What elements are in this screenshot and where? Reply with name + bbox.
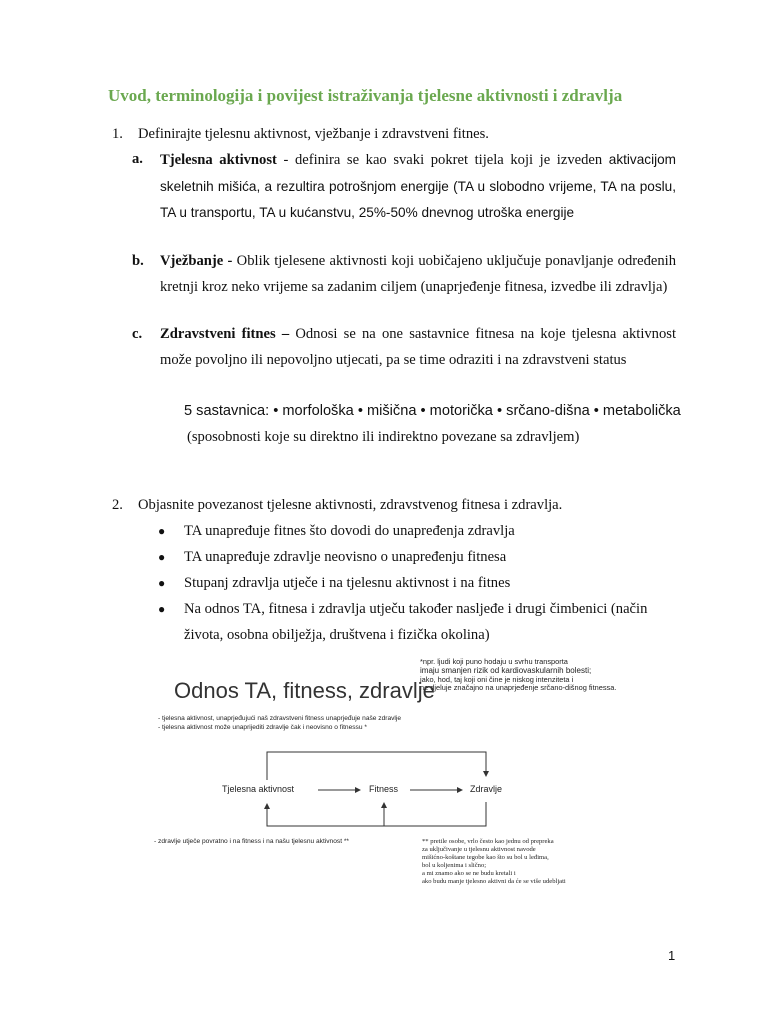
note-line: a mi znamo ako se ne budu kretali i — [422, 870, 516, 877]
node-zdravlje: Zdravlje — [470, 784, 503, 794]
node-tjelesna-aktivnost: Tjelesna aktivnost — [222, 784, 295, 794]
bullet-text: TA unapređuje fitnes što dovodi do unapređenja zdravlja — [184, 523, 515, 539]
item-b — [132, 249, 676, 300]
item-a-letter: a. — [132, 151, 143, 167]
bullet-dot: ● — [158, 550, 166, 564]
relationship-figure — [140, 658, 628, 898]
question-1 — [112, 124, 489, 144]
item-b-term: Vježbanje - — [160, 253, 233, 269]
arrow-zdravlje-to-ta — [267, 802, 486, 826]
components-line: 5 sastavnica: • morfološka • mišična • motorička • srčano-dišna • metabolička — [184, 403, 681, 419]
bullet-item — [158, 570, 678, 596]
components-note: (sposobnosti koje su direktno ili indirektno povezane sa zdravljem) — [187, 429, 580, 445]
question-2-number: 2. — [112, 497, 123, 513]
question-2-text: Objasnite povezanost tjelesne aktivnosti, zdravstvenog fitnesa i zdravlja. — [138, 497, 563, 513]
figure-title: Odnos TA, fitness, zdravlje — [174, 678, 435, 703]
bullet-text: TA unapređuje zdravlje neovisno o unapređenju fitnesa — [184, 549, 507, 565]
bullet-text: Stupanj zdravlja utječe i na tjelesnu aktivnost i na fitnes — [184, 575, 511, 591]
dash-line: - tjelesna aktivnost može unaprijediti zdravlje čak i neovisno o fitnessu * — [158, 723, 367, 731]
dash-line: - tjelesna aktivnost, unaprjeđujući naš zdravstveni fitness unaprjeđuje naše zdravlje — [158, 715, 402, 722]
node-fitness: Fitness — [369, 784, 399, 794]
note-line: za uključivanje u tjelesnu aktivnost navode — [422, 846, 536, 853]
bullet-item — [158, 544, 678, 570]
question-2-bullets — [158, 518, 678, 648]
item-a-term: Tjelesna aktivnost — [160, 152, 277, 168]
item-b-definition: Oblik tjelesene aktivnosti koji uobičajeno uključuje ponavljanje određenih kretnji kroz neko vrijeme sa zadanim ciljem (unaprjeđenje fitnesa, izvedbe ili zdravlja) — [160, 253, 676, 295]
note-line: ** pretile osobe, vrlo često kao jednu od prepreka — [422, 838, 554, 845]
page-number: 1 — [668, 948, 676, 963]
question-1-text: Definirajte tjelesnu aktivnost, vježbanje i zdravstveni fitnes. — [138, 126, 489, 142]
item-a-sep: - — [276, 152, 295, 168]
figure-footnote: - zdravlje utječe povratno i na fitness i na našu tjelesnu aktivnost ** — [154, 838, 349, 845]
item-a-definition-cont: aktivacijom skeletnih mišića, a rezultira potrošnjom energije (TA u slobodno vrijeme, TA na poslu, TA u transportu, TA u kućanstvu, 25%-50% dnevnog utroška energije — [160, 152, 676, 220]
item-a-definition: definira se kao svaki pokret tijela koji je izveden — [294, 152, 603, 168]
bullet-dot: ● — [158, 576, 166, 590]
figure-note-bottom — [422, 838, 566, 886]
note-line: imaju smanjen rizik od kardiovaskularnih bolesti; — [420, 665, 592, 675]
question-2 — [112, 495, 563, 515]
bullet-item — [158, 596, 678, 648]
bullet-item — [158, 518, 678, 544]
page-title: Uvod, terminologija i povijest istraživanja tjelesne aktivnosti i zdravlja — [108, 86, 623, 105]
note-line: iako, hod, taj koji oni čine je niskog intenziteta i — [420, 674, 574, 684]
item-c-term: Zdravstveni fitnes – — [160, 326, 290, 342]
item-b-letter: b. — [132, 253, 144, 269]
arrow-ta-to-zdravlje — [267, 752, 486, 780]
item-c-letter: c. — [132, 326, 143, 342]
item-c-definition: Odnosi se na one sastavnice fitnesa na koje tjelesna aktivnost može povoljno ili nepovoljno utjecati, pa se time odraziti i na zdravstveni status — [160, 326, 676, 368]
item-c — [132, 322, 676, 373]
note-line: *npr. ljudi koji puno hodaju u svrhu transporta — [420, 657, 568, 666]
bullet-dot: ● — [158, 602, 166, 616]
question-1-number: 1. — [112, 126, 123, 142]
note-line: ako budu manje tjelesno aktivni da će se više udebljati — [422, 878, 566, 885]
bullet-text: Na odnos TA, fitnesa i zdravlja utječu također nasljeđe i drugi čimbenici (način života, osobna obilježja, društvena i fizička okolina) — [184, 601, 648, 643]
note-line: ne djeluje značajno na unaprjeđenje srčano-dišnog fitnessa. — [420, 683, 617, 693]
note-line: bol u koljenima i slično; — [422, 862, 487, 869]
bullet-dot: ● — [158, 524, 166, 538]
note-line: mišićno-koštane tegobe kao što su bol u leđima, — [422, 854, 549, 861]
item-a — [132, 147, 676, 227]
